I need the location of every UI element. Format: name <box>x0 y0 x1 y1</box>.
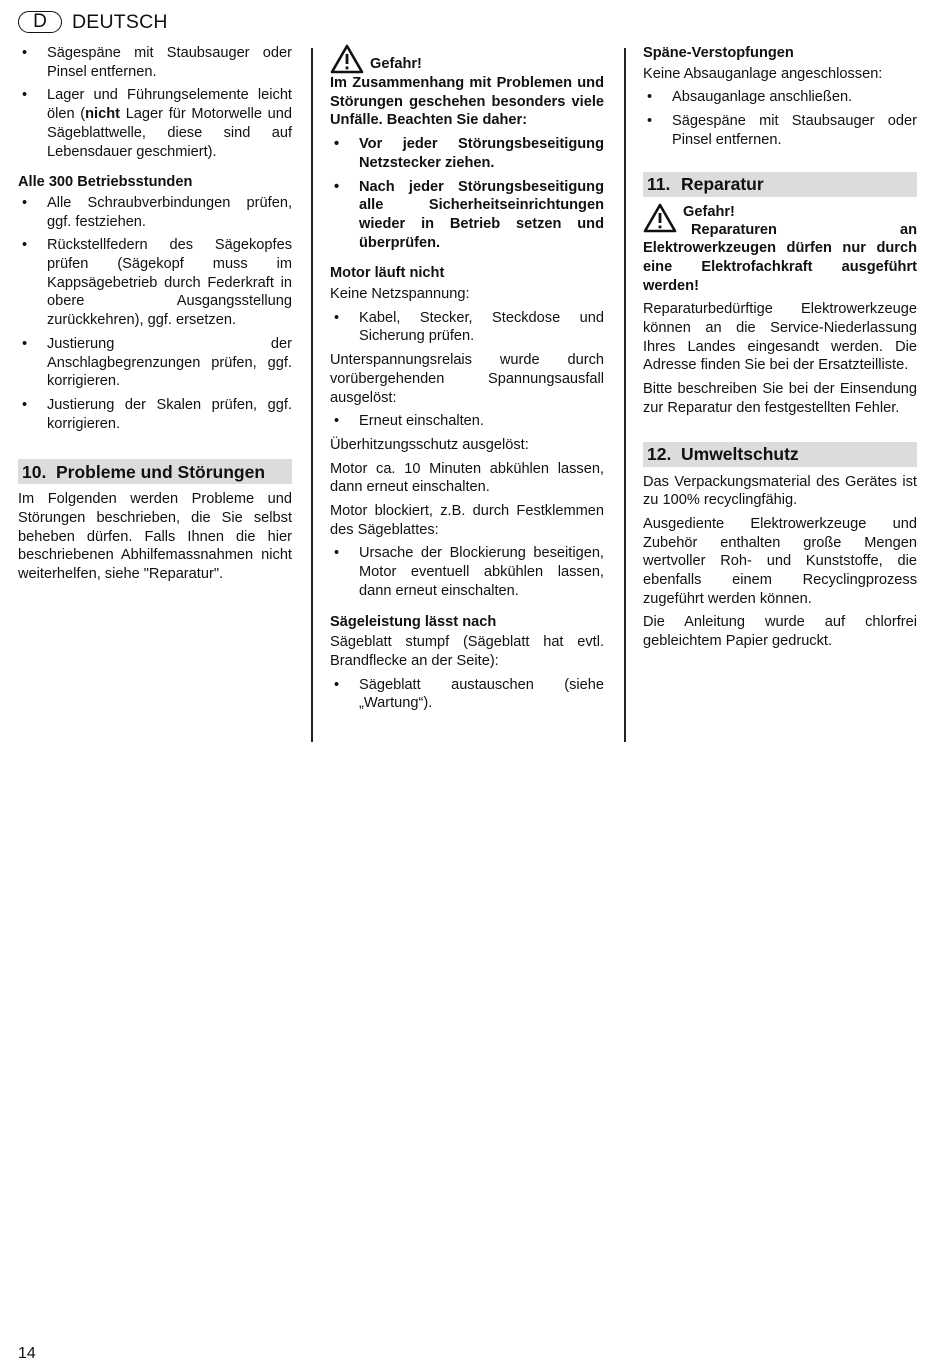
warning-triangle-icon <box>330 44 364 74</box>
column-divider <box>624 48 626 742</box>
list-item: • Alle Schraubverbindungen prüfen, ggf. festziehen. <box>18 194 292 231</box>
section-heading-11 <box>643 172 917 197</box>
language-badge: D <box>18 11 62 33</box>
paragraph: Motor ca. 10 Minuten abkühlen lassen, dann erneut einschalten. <box>330 460 604 496</box>
page-header <box>18 9 168 35</box>
page-number: 14 <box>18 1345 36 1362</box>
paragraph: Überhitzungsschutz ausgelöst: <box>330 436 529 453</box>
paragraph: Keine Absauganlage angeschlossen: <box>643 65 883 82</box>
section-number: 11. <box>647 173 671 194</box>
list-item: • Justierung der Anschlagbegrenzungen prüfen, ggf. korrigieren. <box>18 335 292 391</box>
bullet-list <box>18 44 292 161</box>
section-title: Umweltschutz <box>681 443 799 464</box>
list-item: • Erneut einschalten. <box>330 412 604 431</box>
warning-label: Gefahr! <box>370 56 422 73</box>
list-item: • Absauganlage anschließen. <box>643 88 917 107</box>
subheading: Sägeleistung lässt nach <box>330 613 497 630</box>
list-item: • Lager und Führungselemente leicht ölen (nicht Lager für Motorwelle und Sägeblattwelle, diese sind auf Lebensdauer geschmiert). <box>18 86 292 161</box>
paragraph: Reparaturbedürftige Elektrowerkzeuge können an die Service-Niederlassung Ihres Landes eingesandt werden. Die Adresse finden Sie bei der Ersatzteilliste. <box>643 301 917 374</box>
paragraph: Im Folgenden werden Probleme und Störungen beschrieben, die Sie selbst beheben dürfen. Falls Ihnen die hier beschriebenen Abhilfemassnahmen nicht weiterhelfen, siehe "Reparatur". <box>18 491 292 583</box>
bullet-list <box>643 88 917 149</box>
list-item: • Sägespäne mit Staubsauger oder Pinsel entfernen. <box>18 44 292 81</box>
list-item: • Rückstellfedern des Sägekopfes prüfen (Sägekopf muss im Kappsägebetrieb durch Federkraft in obere Ausgangsstellung zurückkehren), ggf. ersetzen. <box>18 236 292 330</box>
bullet-list <box>330 676 604 713</box>
list-item: • Kabel, Stecker, Steckdose und Sicherung prüfen. <box>330 309 604 346</box>
paragraph: Unterspannungsrelais wurde durch vorübergehenden Spannungsausfall ausgelöst: <box>330 352 604 406</box>
bullet-list <box>330 412 604 431</box>
list-item: • Nach jeder Störungsbeseitigung alle Sicherheitseinrichtungen wieder in Betrieb setzen und überprüfen. <box>330 178 604 253</box>
column-left <box>18 44 292 589</box>
list-item: • Sägeblatt austauschen (siehe „Wartung“). <box>330 676 604 713</box>
paragraph: Das Verpackungsmaterial des Gerätes ist zu 100% recyclingfähig. <box>643 473 917 509</box>
paragraph: Keine Netzspannung: <box>330 286 470 303</box>
subheading: Späne-Verstopfungen <box>643 45 794 61</box>
section-title: Probleme und Störungen <box>56 461 266 482</box>
paragraph: Bitte beschreiben Sie bei der Einsendung zur Reparatur den festgestellten Fehler. <box>643 381 917 416</box>
paragraph: Ausgediente Elektrowerkzeuge und Zubehör enthalten große Mengen wertvoller Roh- und Kunststoffe, die ebenfalls einem Recyclingprozess zugeführt werden können. <box>643 515 917 607</box>
warning-text: Im Zusammenhang mit Problemen und Störungen geschehen besonders viele Unfälle. Beachten Sie daher: <box>330 75 604 129</box>
paragraph: Die Anleitung wurde auf chlorfrei gebleichtem Papier gedruckt. <box>643 614 917 650</box>
warning-header <box>330 44 604 74</box>
subheading: Alle 300 Betriebsstunden <box>18 174 193 191</box>
warning-triangle-icon <box>643 203 677 233</box>
language-title: DEUTSCH <box>72 10 168 33</box>
warning-text: Reparaturen an Elektrowerkzeugen dürfen nur durch eine Elektrofachkraft ausgeführt werden! <box>643 221 917 294</box>
bullet-list <box>330 309 604 346</box>
list-item: • Vor jeder Störungsbeseitigung Netzstecker ziehen. <box>330 135 604 172</box>
column-divider <box>311 48 313 742</box>
section-number: 10. <box>22 461 47 482</box>
bullet-list <box>330 544 604 600</box>
list-item: • Justierung der Skalen prüfen, ggf. korrigieren. <box>18 396 292 433</box>
column-middle <box>330 44 604 718</box>
list-item: • Sägespäne mit Staubsauger oder Pinsel entfernen. <box>643 112 917 149</box>
subheading: Motor läuft nicht <box>330 265 445 282</box>
section-heading-10 <box>18 459 292 484</box>
section-number: 12. <box>647 443 672 464</box>
list-item: • Ursache der Blockierung beseitigen, Motor eventuell abkühlen lassen, dann erneut einschalten. <box>330 544 604 600</box>
section-title: Reparatur <box>681 173 764 194</box>
paragraph: Sägeblatt stumpf (Sägeblatt hat evtl. Brandflecke an der Seite): <box>330 634 604 669</box>
warning-label: Gefahr! <box>683 203 735 220</box>
paragraph: Motor blockiert, z.B. durch Festklemmen des Sägeblattes: <box>330 503 604 538</box>
warning-list <box>330 135 604 252</box>
column-right <box>643 44 917 656</box>
bullet-list <box>18 194 292 433</box>
section-heading-12 <box>643 442 917 467</box>
